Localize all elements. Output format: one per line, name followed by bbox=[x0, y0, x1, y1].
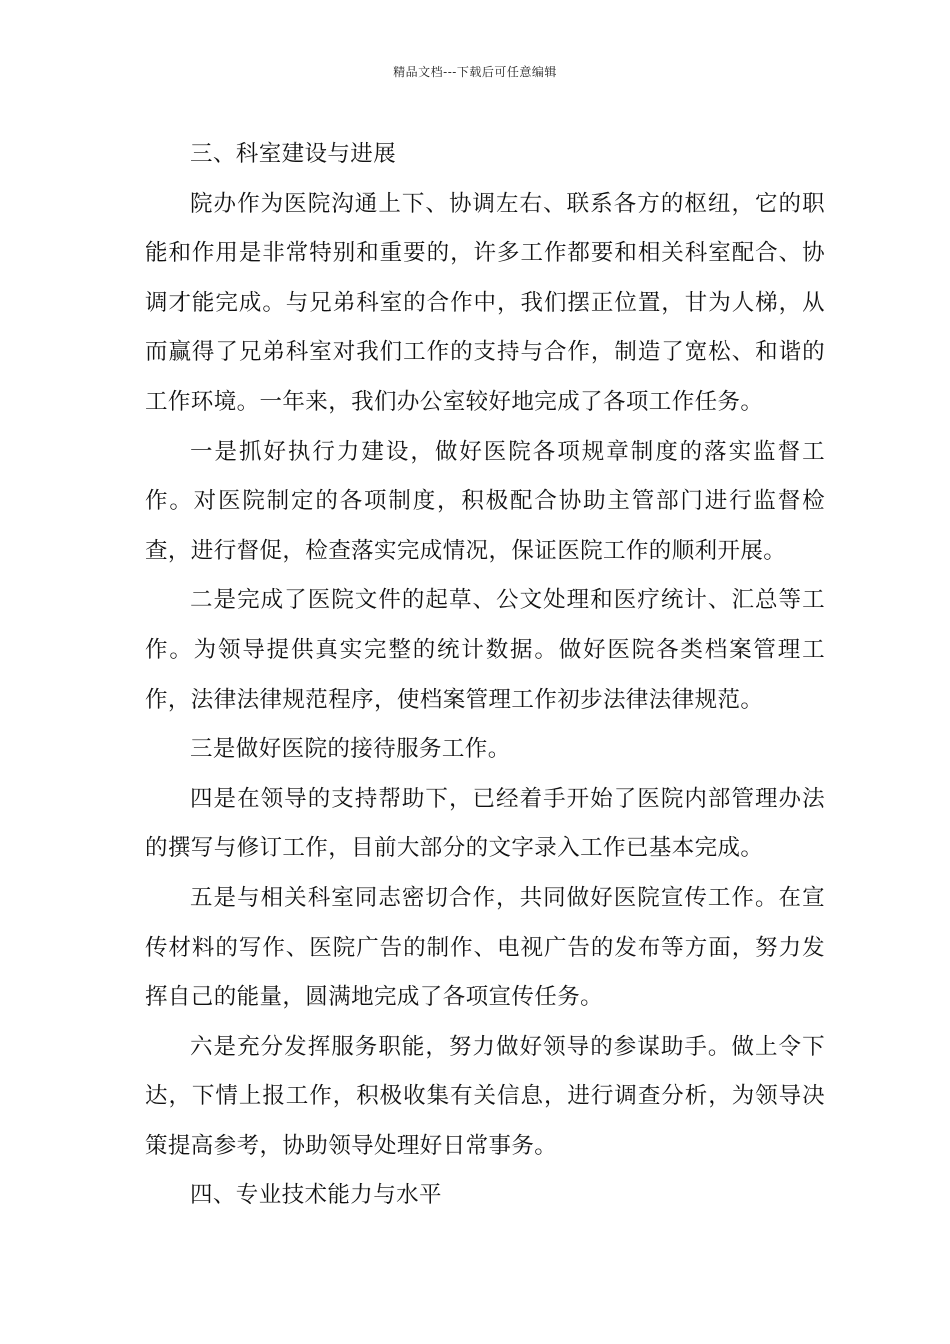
paragraph-item-6: 六是充分发挥服务职能，努力做好领导的参谋助手。做上令下达，下情上报工作，积极收集有关信息，进行调查分析，为领导决策提高参考，协助领导处理好日常事务。 bbox=[145, 1033, 825, 1159]
document-body bbox=[145, 130, 825, 1221]
paragraph-item-3: 三是做好医院的接待服务工作。 bbox=[190, 736, 511, 763]
section-heading-3: 三、科室建设与进展 bbox=[190, 141, 397, 167]
paragraph-item-5: 五是与相关科室同志密切合作，共同做好医院宣传工作。在宣传材料的写作、医院广告的制作、电视广告的发布等方面，努力发挥自己的能量，圆满地完成了各项宣传任务。 bbox=[145, 884, 825, 1011]
paragraph-item-1: 一是抓好执行力建设，做好医院各项规章制度的落实监督工作。对医院制定的各项制度，积极配合协助主管部门进行监督检查，进行督促，检查落实完成情况，保证医院工作的顺利开展。 bbox=[145, 438, 825, 564]
paragraph-item-2: 二是完成了医院文件的起草、公文处理和医疗统计、汇总等工作。为领导提供真实完整的统计数据。做好医院各类档案管理工作，法律法律规范程序，使档案管理工作初步法律法律规范。 bbox=[145, 587, 825, 713]
paragraph-item-4: 四是在领导的支持帮助下，已经着手开始了医院内部管理办法的撰写与修订工作，目前大部分的文字录入工作已基本完成。 bbox=[145, 785, 825, 862]
section-heading-4: 四、专业技术能力与水平 bbox=[190, 1182, 442, 1209]
paragraph-intro: 院办作为医院沟通上下、协调左右、联系各方的枢纽，它的职能和作用是非常特别和重要的，许多工作都要和相关科室配合、协调才能完成。与兄弟科室的合作中，我们摆正位置，甘为人梯，从而赢得了兄弟科室对我们工作的支持与合作，制造了宽松、和谐的工作环境。一年来，我们办公室较好地完成了各项工作任务。 bbox=[145, 190, 825, 415]
page-header: 精品文档---下载后可任意编辑 bbox=[393, 65, 557, 79]
